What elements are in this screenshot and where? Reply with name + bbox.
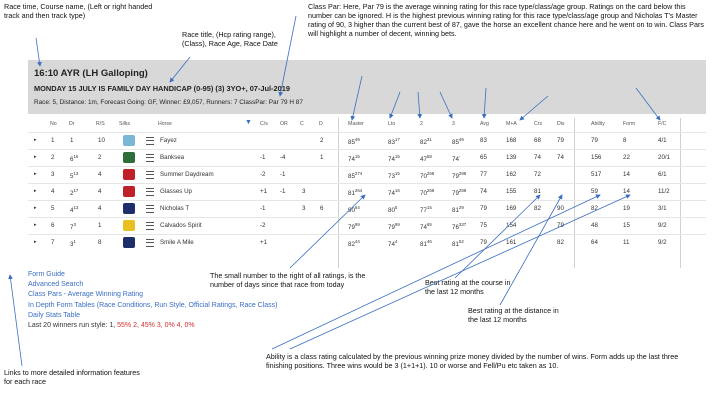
master-plus-average: 161 — [506, 239, 517, 246]
table-header — [28, 118, 706, 130]
horse-name[interactable]: Glasses Up — [160, 188, 192, 195]
second-last-rating: $47^{58}$ — [420, 154, 432, 164]
jockey-silks-icon — [123, 203, 135, 214]
last-time-out-rating: $73^{15}$ — [388, 171, 400, 181]
annotation-race-title: Race title, (Hcp rating range), (Class), Race Age, Race Date — [182, 30, 278, 48]
course-stat: +1 — [260, 239, 268, 246]
menu-icon[interactable] — [146, 137, 154, 145]
race-details: Race: 5, Distance: 1m, Forecast Going: GF, Winner: £9,057, Runners: 7 ClassPar: Par 79 H 87 — [34, 99, 303, 106]
ability: 156 — [591, 154, 602, 161]
col-cs[interactable]: C/s — [260, 121, 268, 127]
third-last-rating: $76^{337}$ — [452, 222, 467, 232]
draw: $4^{13}$ — [70, 205, 79, 215]
average-rating: 65 — [480, 154, 487, 161]
run-style-v1: 1, — [109, 322, 116, 330]
runner-number: 4 — [51, 188, 55, 195]
jockey-silks-icon — [123, 186, 135, 197]
jockey-silks-icon — [123, 169, 135, 180]
racecard — [28, 60, 706, 268]
col-crs[interactable]: Crs — [534, 121, 543, 127]
course-stat: -2 — [260, 222, 266, 229]
run-style-v2: 55% 2, — [117, 322, 139, 330]
forecast-price: 4/1 — [658, 137, 667, 144]
ability: 48 — [591, 222, 598, 229]
forecast-price: 6/1 — [658, 171, 667, 178]
forecast-price: 20/1 — [658, 154, 671, 161]
race-header — [28, 60, 706, 114]
runner-number: 5 — [51, 205, 55, 212]
table-row[interactable] — [28, 132, 706, 148]
run-style-label: Last 20 winners run style: — [28, 322, 108, 330]
menu-icon[interactable] — [146, 188, 154, 196]
course-wins: 3 — [302, 188, 306, 195]
third-last-rating: $81^{29}$ — [452, 205, 464, 215]
forecast-price: 3/1 — [658, 205, 667, 212]
distance-best: 82 — [557, 239, 564, 246]
form: 14 — [623, 171, 630, 178]
col-ma[interactable]: M+A — [506, 121, 517, 127]
table-row[interactable] — [28, 166, 706, 182]
horse-name[interactable]: Smile A Mile — [160, 239, 194, 246]
table-row[interactable] — [28, 217, 706, 233]
run-style: 2 — [98, 154, 102, 161]
second-last-rating: $82^{31}$ — [420, 137, 432, 147]
run-style-v4: 0% 4, — [164, 322, 183, 330]
ability: 82 — [591, 205, 598, 212]
run-style-summary — [28, 321, 278, 331]
annotation-links: Links to more detailed information features for each race — [4, 368, 140, 386]
run-style: 4 — [98, 171, 102, 178]
col-lto[interactable]: Lto — [388, 121, 396, 127]
distance-best: 79 — [557, 137, 564, 144]
annotation-days: The small number to the right of all ratings, is the number of days since that race from today — [210, 271, 366, 289]
master-plus-average: 168 — [506, 137, 517, 144]
third-last-rating: $79^{288}$ — [452, 171, 467, 181]
run-style: 10 — [98, 137, 105, 144]
annotation-ability: Ability is a class rating calculated by the previous winning prize money divided by the number of wins. Form adds up the last three finishing positions. Three wins would be 3 (1+1+1). 10 or worse and Fell/Pu etc taken as 10. — [266, 352, 679, 370]
table-row[interactable] — [28, 200, 706, 216]
second-last-rating: $74^{65}$ — [420, 222, 432, 232]
annotation-best-distance: Best rating at the distance in the last 12 months — [468, 306, 559, 324]
runner-number: 6 — [51, 222, 55, 229]
average-rating: 77 — [480, 171, 487, 178]
official-rating-change: -1 — [280, 171, 286, 178]
link-advanced-search[interactable]: Advanced Search — [28, 281, 84, 289]
draw: $6^{16}$ — [70, 154, 79, 164]
master-plus-average: 169 — [506, 205, 517, 212]
distance-best: 90 — [557, 205, 564, 212]
second-last-rating: $81^{46}$ — [420, 239, 432, 249]
link-class-pars[interactable]: Class Pars - Average Winning Rating — [28, 291, 144, 299]
distance-wins: 2 — [320, 137, 324, 144]
distance-wins: 1 — [320, 154, 324, 161]
ability: 79 — [591, 137, 598, 144]
course-best: 74 — [534, 154, 541, 161]
annotation-class-par: Class Par: Here, Par 79 is the average winning rating for this race type/class/age group. Ratings on the card below this number can be ignored. H is the highest previous winning rating for this race type/class/age group and Nicholas T's Master rating of 90, 3 higher than the current best of 87, gave the horse an excellent chance here and he went on to win. Class Pars will highlight a number of decent, winning bets. — [308, 2, 704, 38]
runner-number: 3 — [51, 171, 55, 178]
draw: $7^3$ — [70, 222, 76, 232]
master-plus-average: 154 — [506, 222, 517, 229]
col-dr[interactable]: Dr — [69, 121, 75, 127]
run-style-v5: 0% — [184, 322, 195, 330]
distance-best: 74 — [557, 154, 564, 161]
average-rating: 79 — [480, 239, 487, 246]
form: 15 — [623, 222, 630, 229]
master-rating: $85^{49}$ — [348, 137, 360, 147]
col-dis[interactable]: Dis — [557, 121, 565, 127]
col-ability[interactable]: Ability — [591, 121, 605, 127]
form: 19 — [623, 205, 630, 212]
arrow — [10, 275, 22, 366]
form: 11 — [623, 239, 630, 246]
average-rating: 83 — [480, 137, 487, 144]
runner-number: 2 — [51, 154, 55, 161]
draw: $2^{17}$ — [70, 188, 79, 198]
third-last-rating: 74- — [452, 154, 461, 164]
master-plus-average: 139 — [506, 154, 517, 161]
horse-name[interactable]: Summer Daydream — [160, 171, 214, 178]
col-form[interactable]: Form — [623, 121, 636, 127]
last-time-out-rating: $79^{99}$ — [388, 222, 400, 232]
table-row[interactable] — [28, 234, 706, 250]
form: 8 — [623, 137, 627, 144]
runner-number: 1 — [51, 137, 55, 144]
master-rating: $90^{64}$ — [348, 205, 360, 215]
course-best: 68 — [534, 137, 541, 144]
third-last-rating: $85^{49}$ — [452, 137, 464, 147]
horse-name[interactable]: Nicholas T — [160, 205, 190, 212]
filter-icon[interactable]: ▼ — [245, 119, 252, 126]
expand-row-icon[interactable]: ▸ — [34, 205, 37, 211]
master-plus-average: 155 — [506, 188, 517, 195]
jockey-silks-icon — [123, 135, 135, 146]
second-last-rating: $70^{268}$ — [420, 171, 435, 181]
average-rating: 74 — [480, 188, 487, 195]
third-last-rating: $79^{288}$ — [452, 188, 467, 198]
run-style: 8 — [98, 239, 102, 246]
horse-name[interactable]: Banksea — [160, 154, 185, 161]
course-stat: -2 — [260, 171, 266, 178]
race-title: 16:10 AYR (LH Galloping) — [34, 68, 148, 79]
last-time-out-rating: $74^{16}$ — [388, 188, 400, 198]
expand-row-icon[interactable]: ▸ — [34, 137, 37, 143]
distance-wins: 6 — [320, 205, 324, 212]
run-style: 1 — [98, 222, 102, 229]
col-avg[interactable]: Avg — [480, 121, 489, 127]
run-style: 4 — [98, 205, 102, 212]
col-c[interactable]: C — [300, 121, 304, 127]
menu-icon[interactable] — [146, 171, 154, 179]
last-time-out-rating: $74^4$ — [388, 239, 398, 249]
course-wins: 3 — [302, 205, 306, 212]
official-rating-change: -1 — [280, 188, 286, 195]
master-rating: $74^{15}$ — [348, 154, 360, 164]
menu-icon[interactable] — [146, 239, 154, 247]
last-time-out-rating: $83^{17}$ — [388, 137, 400, 147]
official-rating-change: -4 — [280, 154, 286, 161]
master-rating: $85^{274}$ — [348, 171, 363, 181]
menu-icon[interactable] — [146, 205, 154, 213]
col-d[interactable]: D — [319, 121, 323, 127]
ability: 64 — [591, 239, 598, 246]
menu-icon[interactable] — [146, 222, 154, 230]
course-best: 82 — [534, 205, 541, 212]
average-rating: 79 — [480, 205, 487, 212]
third-last-rating: $81^{52}$ — [452, 239, 464, 249]
master-rating: $79^{99}$ — [348, 222, 360, 232]
last-time-out-rating: $74^{15}$ — [388, 154, 400, 164]
draw: $3^1$ — [70, 239, 76, 249]
master-plus-average: 162 — [506, 171, 517, 178]
draw: $5^{13}$ — [70, 171, 79, 181]
ability: 59 — [591, 188, 598, 195]
col-horse[interactable]: Horse — [158, 121, 172, 127]
second-last-rating: $77^{15}$ — [420, 205, 432, 215]
form: 14 — [623, 188, 630, 195]
jockey-silks-icon — [123, 152, 135, 163]
col-3[interactable]: 3 — [452, 121, 455, 127]
master-rating: $81^{264}$ — [348, 188, 363, 198]
run-style: 4 — [98, 188, 102, 195]
run-style-v3: 45% 3, — [140, 322, 163, 330]
course-best: 81 — [534, 188, 541, 195]
course-stat: -1 — [260, 205, 266, 212]
draw: 1 — [70, 137, 74, 144]
course-stat: -1 — [260, 154, 266, 161]
col-or[interactable]: OR — [280, 121, 288, 127]
col-no[interactable]: No — [50, 121, 57, 127]
links-panel — [28, 270, 278, 331]
course-best: 72 — [534, 171, 541, 178]
horse-name[interactable]: Calvados Spirit — [160, 222, 202, 229]
average-rating: 75 — [480, 222, 487, 229]
link-daily-stats[interactable]: Daily Stats Table — [28, 311, 81, 319]
table-row[interactable] — [28, 149, 706, 165]
col-2[interactable]: 2 — [420, 121, 423, 127]
forecast-price: 9/2 — [658, 239, 667, 246]
jockey-silks-icon — [123, 237, 135, 248]
expand-row-icon[interactable]: ▸ — [34, 188, 37, 194]
menu-icon[interactable] — [146, 154, 154, 162]
master-rating: $82^{44}$ — [348, 239, 360, 249]
expand-row-icon[interactable]: ▸ — [34, 171, 37, 177]
jockey-silks-icon — [123, 220, 135, 231]
runner-number: 7 — [51, 239, 55, 246]
forecast-price: 11/2 — [658, 188, 670, 195]
expand-row-icon[interactable]: ▸ — [34, 222, 37, 228]
col-silks[interactable]: Silks — [119, 121, 130, 127]
distance-best: 79 — [557, 222, 564, 229]
link-in-depth-form[interactable]: In Depth Form Tables (Race Conditions, Run Style, Official Ratings, Race Class) — [28, 301, 278, 309]
form: 22 — [623, 154, 630, 161]
table-row[interactable] — [28, 183, 706, 199]
course-stat: +1 — [260, 188, 268, 195]
last-time-out-rating: $80^5$ — [388, 205, 398, 215]
second-last-rating: $70^{268}$ — [420, 188, 435, 198]
ability: 517 — [591, 171, 602, 178]
expand-row-icon[interactable]: ▸ — [34, 154, 37, 160]
horse-name[interactable]: Fayez — [160, 137, 177, 144]
race-subtitle: MONDAY 15 JULY IS FAMILY DAY HANDICAP (0-95) (3) 3YO+, 07-Jul-2019 — [34, 84, 290, 93]
col-fc[interactable]: F/C — [658, 121, 667, 127]
col-rs[interactable]: R/S — [96, 121, 105, 127]
expand-row-icon[interactable]: ▸ — [34, 239, 37, 245]
forecast-price: 9/2 — [658, 222, 667, 229]
link-form-guide[interactable]: Form Guide — [28, 271, 65, 278]
col-master[interactable]: Master — [348, 121, 364, 127]
annotation-race-time: Race time, Course name, (Left or right handed track and then track type) — [4, 2, 153, 20]
annotation-best-course: Best rating at the course in the last 12 months — [425, 278, 511, 296]
